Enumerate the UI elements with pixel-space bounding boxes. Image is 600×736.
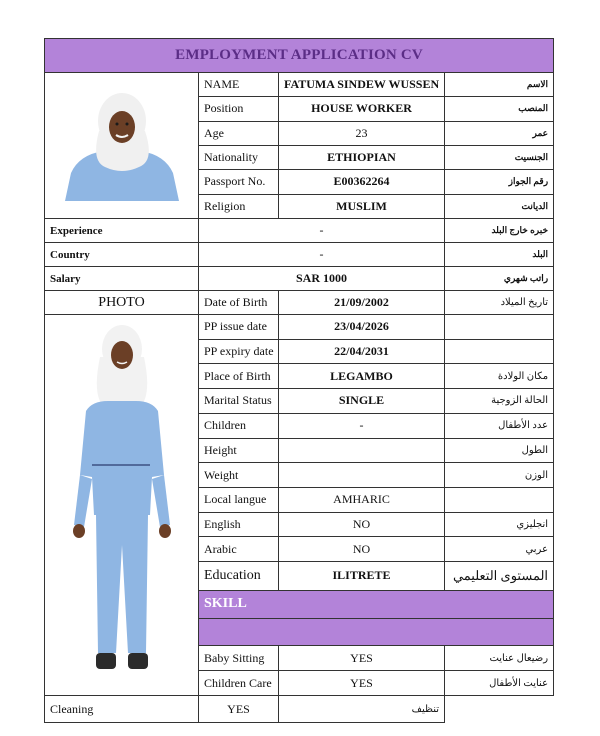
education-label-ar: المستوى التعليمي — [445, 562, 554, 591]
experience-label: Experience — [45, 219, 199, 243]
nationality-label-ar: الجنسيت — [445, 145, 554, 169]
form-title: EMPLOYMENT APPLICATION CV — [45, 39, 554, 73]
pp-issue-label-ar — [445, 315, 554, 340]
dob-label-ar: تاريخ الميلاد — [445, 291, 554, 315]
cv-form — [44, 38, 554, 723]
country-value: - — [199, 243, 445, 267]
portrait-image — [57, 91, 187, 201]
salary-label: Salary — [45, 267, 199, 291]
arabic-label-ar: عربي — [445, 537, 554, 562]
pp-issue-label: PP issue date — [199, 315, 279, 340]
marital-value: SINGLE — [279, 389, 445, 414]
dob-label: Date of Birth — [199, 291, 279, 315]
portrait-photo — [45, 73, 199, 219]
full-body-image — [52, 315, 192, 695]
weight-label: Weight — [199, 463, 279, 488]
country-row — [45, 243, 554, 267]
birthplace-label: Place of Birth — [199, 364, 279, 389]
skill-baby-sitting-label: Baby Sitting — [199, 646, 279, 671]
skill-baby-sitting-value: YES — [279, 646, 445, 671]
arabic-value: NO — [279, 537, 445, 562]
position-label: Position — [199, 97, 279, 121]
children-value: - — [279, 413, 445, 438]
detail-row — [45, 291, 554, 315]
english-value: NO — [279, 512, 445, 537]
name-label: NAME — [199, 73, 279, 97]
name-label-ar: الاسم — [445, 73, 554, 97]
religion-label: Religion — [199, 194, 279, 218]
marital-label-ar: الحالة الزوجية — [445, 389, 554, 414]
weight-label-ar: الوزن — [445, 463, 554, 488]
religion-value: MUSLIM — [279, 194, 445, 218]
skill-cleaning-label-ar: تنظيف — [279, 696, 445, 723]
salary-row — [45, 267, 554, 291]
skill-children-care-label-ar: عنايت الأطفال — [445, 671, 554, 696]
pp-expiry-label-ar — [445, 339, 554, 364]
skill-row — [45, 696, 554, 723]
experience-label-ar: خبره خارج البلد — [445, 219, 554, 243]
salary-label-ar: راتب شهري — [445, 267, 554, 291]
local-language-label: Local langue — [199, 487, 279, 512]
english-label: English — [199, 512, 279, 537]
education-value: ILITRETE — [279, 562, 445, 591]
salary-value: SAR 1000 — [199, 267, 445, 291]
nationality-label: Nationality — [199, 145, 279, 169]
skill-header: SKILL — [199, 590, 554, 618]
country-label-ar: البلد — [445, 243, 554, 267]
arabic-label: Arabic — [199, 537, 279, 562]
local-language-value: AMHARIC — [279, 487, 445, 512]
position-label-ar: المنصب — [445, 97, 554, 121]
experience-row — [45, 219, 554, 243]
skill-children-care-label: Children Care — [199, 671, 279, 696]
height-value — [279, 438, 445, 463]
children-label-ar: عدد الأطفال — [445, 413, 554, 438]
detail-row — [45, 315, 554, 340]
height-label-ar: الطول — [445, 438, 554, 463]
pp-expiry-value: 22/04/2031 — [279, 339, 445, 364]
nationality-value: ETHIOPIAN — [279, 145, 445, 169]
pp-issue-value: 23/04/2026 — [279, 315, 445, 340]
passport-label: Passport No. — [199, 170, 279, 194]
photo-label: PHOTO — [45, 291, 199, 315]
age-value: 23 — [279, 121, 445, 145]
weight-value — [279, 463, 445, 488]
age-label-ar: عمر — [445, 121, 554, 145]
skill-children-care-value: YES — [279, 671, 445, 696]
passport-label-ar: رقم الجواز — [445, 170, 554, 194]
education-label: Education — [199, 562, 279, 591]
personal-row — [45, 73, 554, 97]
position-value: HOUSE WORKER — [279, 97, 445, 121]
local-language-label-ar — [445, 487, 554, 512]
children-label: Children — [199, 413, 279, 438]
skill-baby-sitting-label-ar: رضيعال عنايت — [445, 646, 554, 671]
title-row — [45, 39, 554, 73]
pp-expiry-label: PP expiry date — [199, 339, 279, 364]
full-body-photo — [45, 315, 199, 696]
skill-cleaning-value: YES — [199, 696, 279, 723]
religion-label-ar: الديانت — [445, 194, 554, 218]
country-label: Country — [45, 243, 199, 267]
english-label-ar: انجليزي — [445, 512, 554, 537]
skill-spacer — [199, 618, 554, 646]
passport-value: E00362264 — [279, 170, 445, 194]
name-value: FATUMA SINDEW WUSSEN — [279, 73, 445, 97]
skill-cleaning-label: Cleaning — [45, 696, 199, 723]
height-label: Height — [199, 438, 279, 463]
dob-value: 21/09/2002 — [279, 291, 445, 315]
birthplace-value: LEGAMBO — [279, 364, 445, 389]
age-label: Age — [199, 121, 279, 145]
birthplace-label-ar: مكان الولادة — [445, 364, 554, 389]
marital-label: Marital Status — [199, 389, 279, 414]
experience-value: - — [199, 219, 445, 243]
